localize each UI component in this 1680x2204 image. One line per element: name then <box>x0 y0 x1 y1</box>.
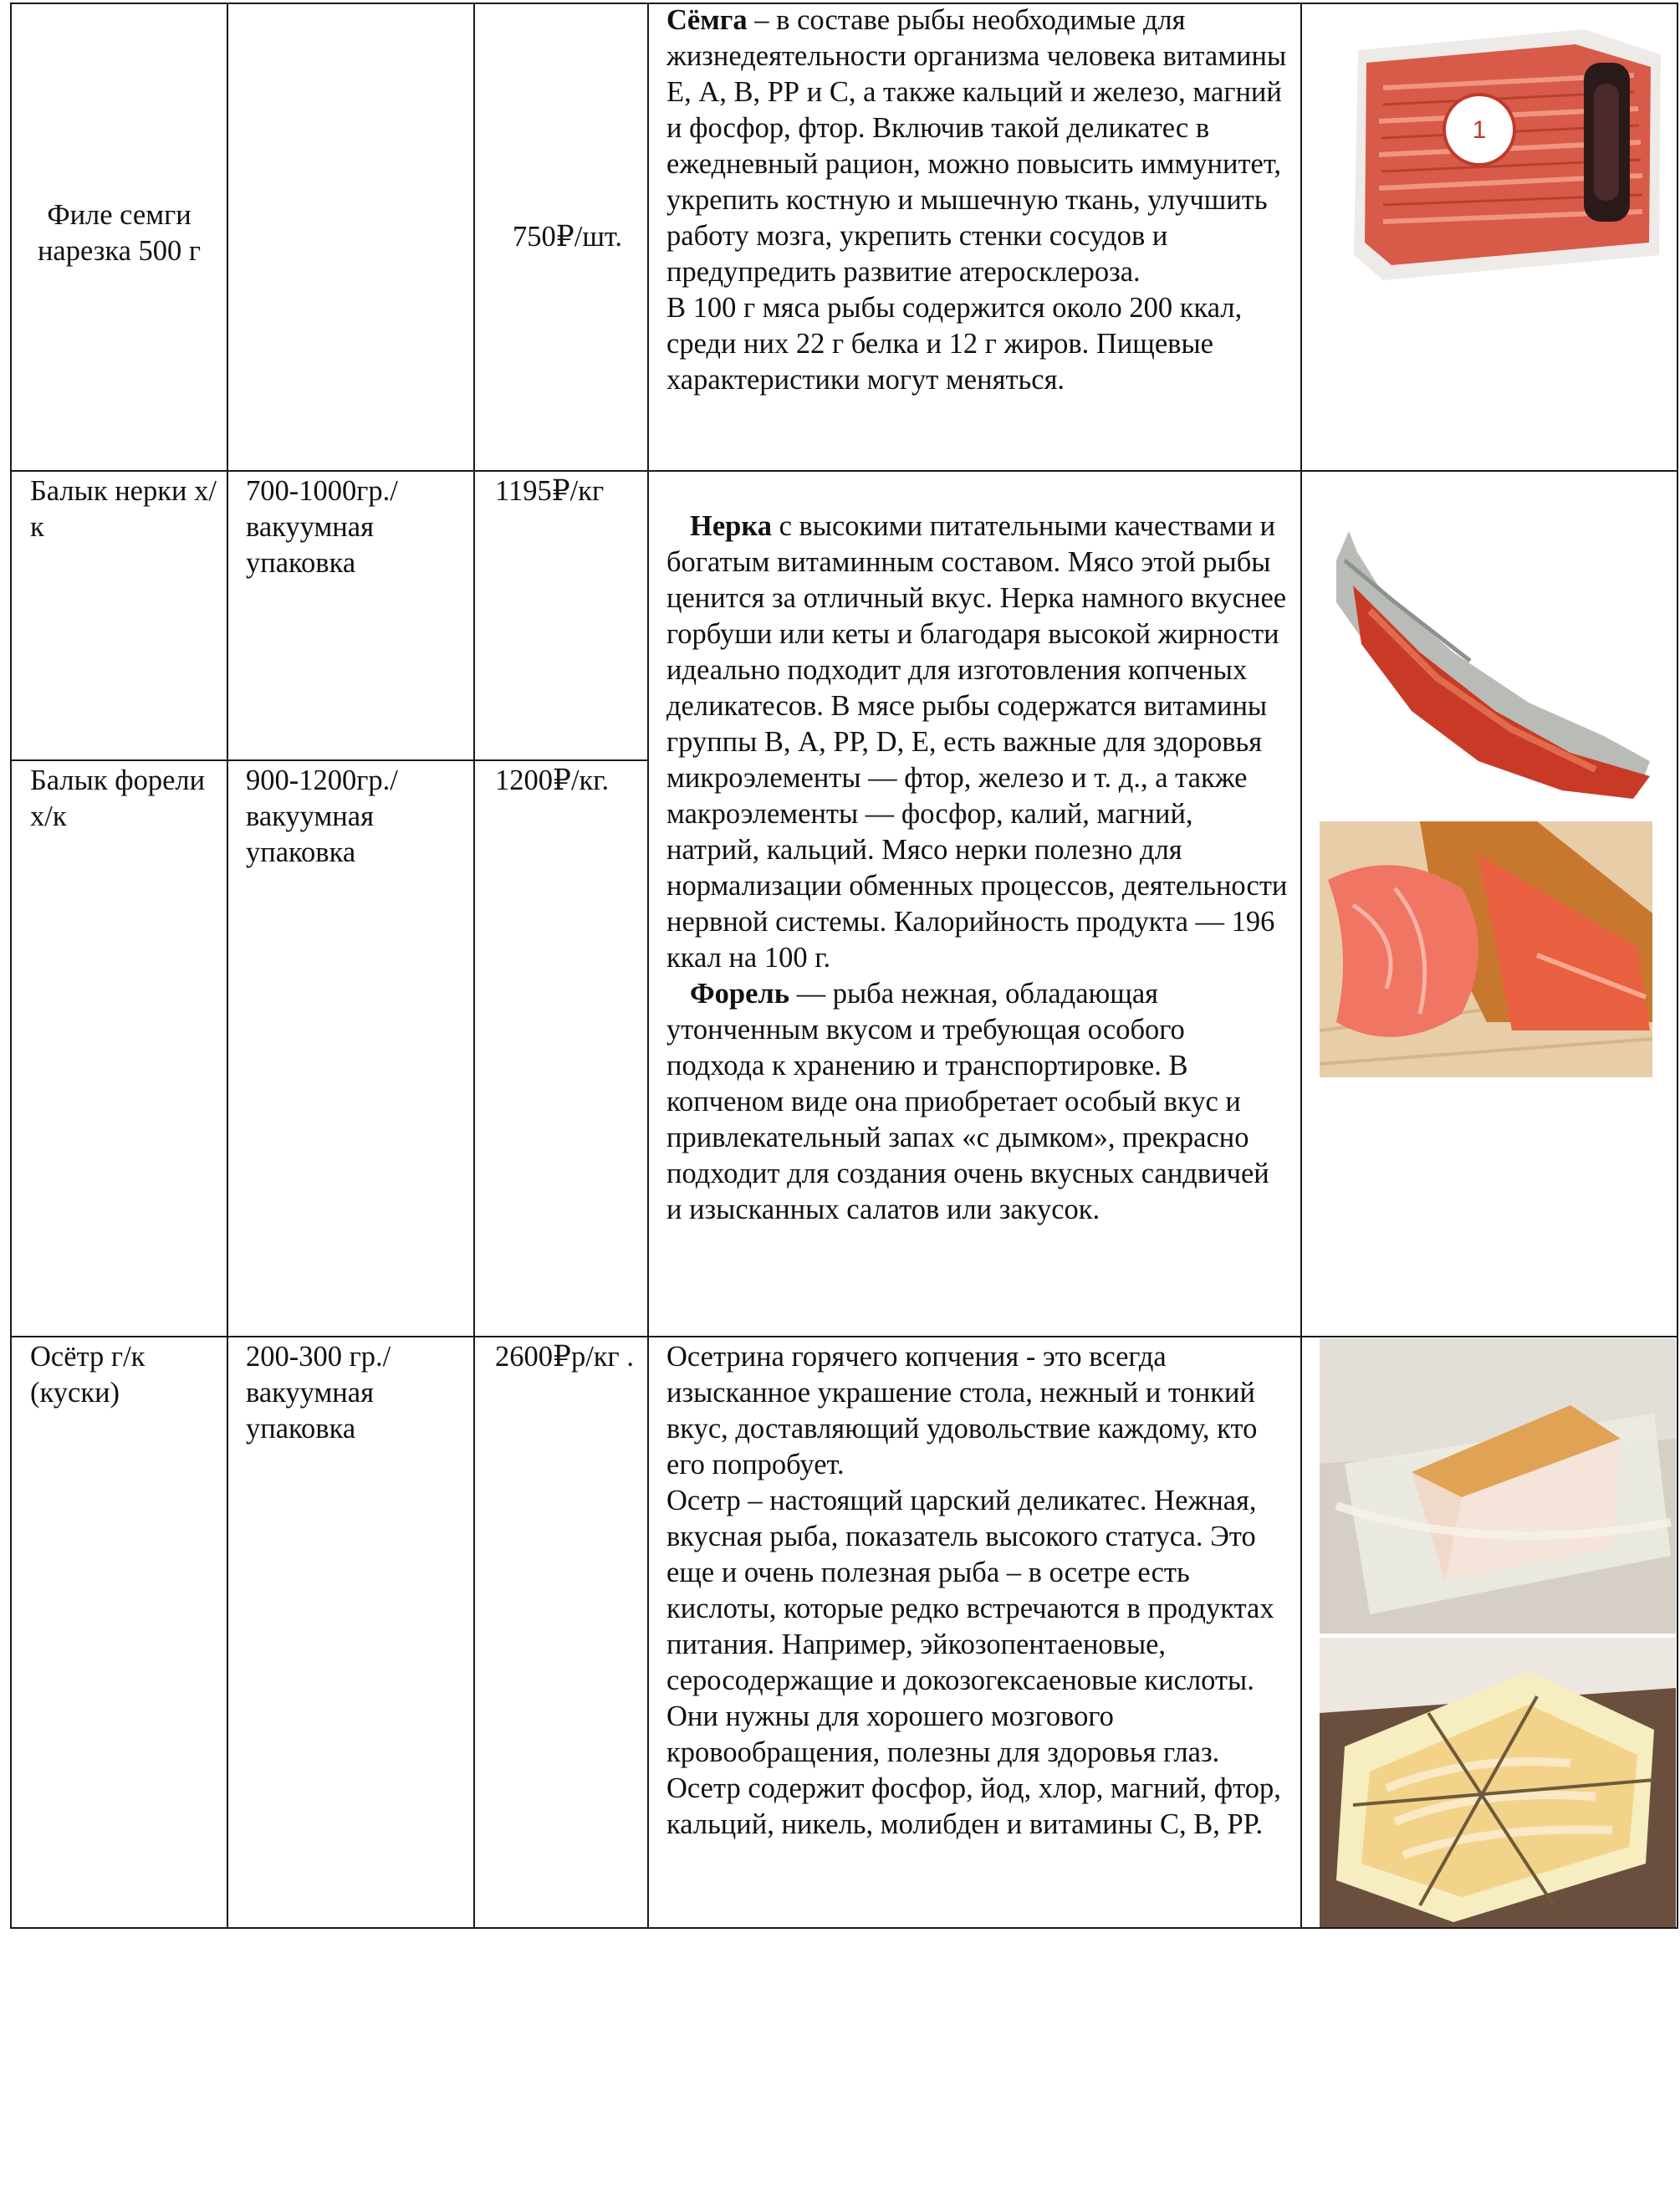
row4-package: 200-300 гр./ вакуумная упаковка <box>246 1341 391 1445</box>
svg-text:1: 1 <box>1472 116 1487 144</box>
table-border-bottom <box>10 1927 1678 1929</box>
row1-name: Филе семги нарезка 500 г <box>37 199 202 267</box>
col-divider-5 <box>1677 3 1678 1929</box>
row1-desc-text: – в составе рыбы необходимые для жизнедеятельности организма человека витамины Е, А, В, РР и С, а также кальций и железо, магний и фосфор, фтор. Включив такой деликатес в ежедневный рацион, можно повысить иммунитет, укрепить костную и мышечную ткань, улучшить работу мозга, укрепить стенки сосудов и предупредить развитие атеросклероза. <box>666 4 1287 288</box>
salmon-package-photo <box>1333 4 1663 296</box>
row3-package: 900-1200гр./ вакуумная упаковка <box>246 764 398 868</box>
sturgeon-tied-photo <box>1320 1638 1676 1927</box>
row4-name: Осётр г/к (куски) <box>30 1341 146 1409</box>
trout-text: — рыба нежная, обладающая утонченным вкусом и требующая особого подхода к хранению и транспортировке. В копченом виде она приобретает особый вкус и привлекательный запах «с дымком», прекрасно подходит для создания очень вкусных сандвичей и изысканных салатов или закусок. <box>666 978 1269 1225</box>
row1-price: 750₽/шт. <box>513 221 622 253</box>
row4-desc-p1: Осетрина горячего копчения - это всегда изысканное украшение стола, нежный и тонкий вкус, доставляющий удовольствие каждому, кто его попробует. <box>666 1341 1258 1480</box>
nerka-trout-description <box>666 509 1289 1228</box>
col-divider-1 <box>227 3 228 1929</box>
row2-package: 700-1000гр./ вакуумная упаковка <box>246 475 398 579</box>
row-divider-2-partial <box>10 759 648 761</box>
row3-price: 1200₽/кг. <box>495 764 610 796</box>
col-divider-4 <box>1300 3 1302 1929</box>
row1-desc-extra: В 100 г мяса рыбы содержится около 200 ккал, среди них 22 г белка и 12 г жиров. Пищевые характеристики могут меняться. <box>666 292 1243 396</box>
trout-lead: Форель <box>690 978 789 1010</box>
nerka-fish-photo <box>1320 510 1652 811</box>
row4-desc-p2: Осетр – настоящий царский деликатес. Нежная, вкусная рыба, показатель высокого статуса. Это еще и очень полезная рыба – в осетре есть кислоты, которые редко встречаются в продуктах питания. Например, эйкозопентаеновые, серосодержащие и докозогексаеновые кислоты. Они нужны для хорошего мозгового кровообращения, полезны для здоровья глаз. Осетр содержит фосфор, йод, хлор, магний, фтор, кальций, никель, молибден и витамины С, В, РР. <box>666 1485 1281 1840</box>
nerka-text: с высокими питательными качествами и богатым витаминным составом. Мясо этой рыбы ценится за отличный вкус. Нерка намного вкуснее горбуши или кеты и благодаря высокой жирности идеально подходит для изготовления копченых деликатесов. В мясе рыбы содержатся витамины группы В, А, РР, D, Е, есть важные для здоровья микроэлементы — фтор, железо и т. д., а также макроэлементы — фосфор, калий, магний, натрий, кальций. Мясо нерки полезно для нормализации обменных процессов, деятельности нервной системы. Калорийность продукта — 196 ккал на 100 г. <box>666 510 1288 974</box>
row4-price: 2600₽р/кг . <box>495 1341 634 1373</box>
row3-name: Балык форели х/к <box>30 764 206 832</box>
trout-paragraph <box>666 976 1289 1228</box>
row2-price: 1195₽/кг <box>495 475 605 507</box>
row1-desc-paragraph <box>666 3 1289 290</box>
row-divider-1 <box>10 470 1678 472</box>
row2-name: Балык нерки х/к <box>30 475 217 543</box>
nerka-paragraph <box>666 509 1289 976</box>
row1-desc-lead: Сёмга <box>666 4 748 36</box>
col-divider-3 <box>647 3 649 1929</box>
row1-description <box>666 3 1289 398</box>
nerka-lead: Нерка <box>690 510 772 542</box>
row-divider-3 <box>10 1336 1678 1337</box>
trout-fillet-photo <box>1320 821 1652 1077</box>
col-divider-0 <box>10 3 12 1929</box>
col-divider-2 <box>473 3 475 1929</box>
row4-description <box>666 1339 1289 1843</box>
sturgeon-vacuum-photo <box>1320 1338 1676 1634</box>
